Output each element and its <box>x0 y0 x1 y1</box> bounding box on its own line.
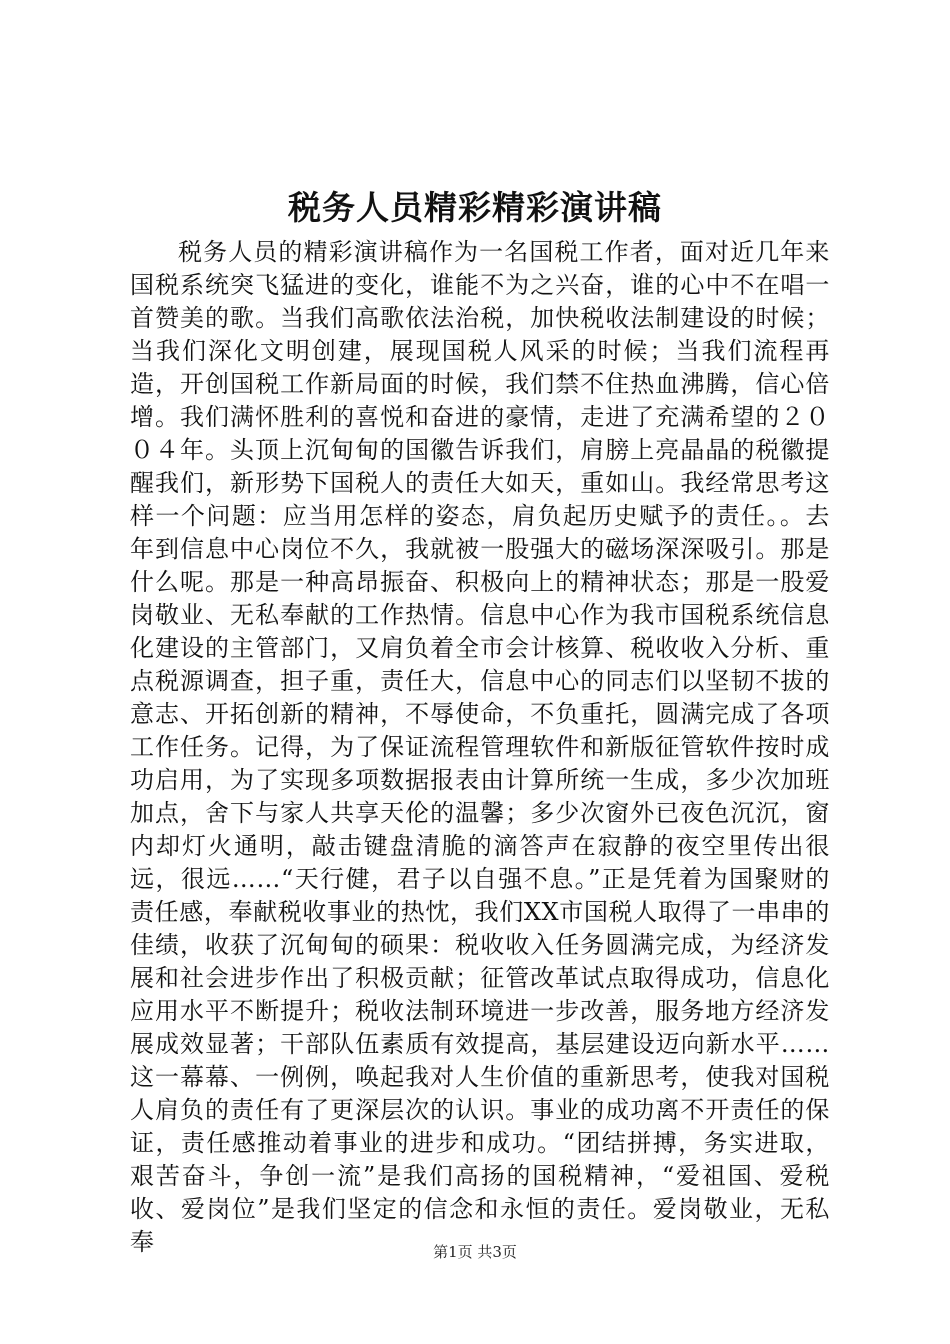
body-paragraph: 税务人员的精彩演讲稿作为一名国税工作者，面对近几年来国税系统突飞猛进的变化，谁能不为之兴奋，谁的心中不在唱一首赞美的歌。当我们高歌依法治税，加快税收法制建设的时候；当我们深化文明创建，展现国税人风采的时候；当我们流程再造，开创国税工作新局面的时候，我们禁不住热血沸腾，信心倍增。我们满怀胜利的喜悦和奋进的豪情，走进了充满希望的２００４年。头顶上沉甸甸的国徽告诉我们，肩膀上亮晶晶的税徽提醒我们，新形势下国税人的责任大如天，重如山。我经常思考这样一个问题：应当用怎样的姿态，肩负起历史赋予的责任。。去年到信息中心岗位不久，我就被一股强大的磁场深深吸引。那是什么呢。那是一种高昂振奋、积极向上的精神状态；那是一股爱岗敬业、无私奉献的工作热情。信息中心作为我市国税系统信息化建设的主管部门，又肩负着全市会计核算、税收收入分析、重点税源调查，担子重，责任大，信息中心的同志们以坚韧不拔的意志、开拓创新的精神，不辱使命，不负重托，圆满完成了各项工作任务。记得，为了保证流程管理软件和新版征管软件按时成功启用，为了实现多项数据报表由计算所统一生成，多少次加班加点，舍下与家人共享天伦的温馨；多少次窗外已夜色沉沉，窗内却灯火通明，敲击键盘清脆的滴答声在寂静的夜空里传出很远，很远……“天行健，君子以自强不息。”正是凭着为国聚财的责任感，奉献税收事业的热忱，我们XX市国税人取得了一串串的佳绩，收获了沉甸甸的硕果：税收收入任务圆满完成，为经济发展和社会进步作出了积极贡献；征管改革试点取得成功，信息化应用水平不断提升；税收法制环境进一步改善，服务地方经济发展成效显著；干部队伍素质有效提高，基层建设迈向新水平……这一幕幕、一例例，唤起我对人生价值的重新思考，使我对国税人肩负的责任有了更深层次的认识。事业的成功离不开责任的保证，责任感推动着事业的进步和成功。“团结拼搏，务实进取，艰苦奋斗，争创一流”是我们高扬的国税精神，“爱祖国、爱税收、爱岗位”是我们坚定的信念和永恒的责任。爱岗敬业，无私奉 <box>130 238 830 1256</box>
document-title: 税务人员精彩精彩演讲稿 <box>288 188 662 227</box>
page-footer: 第1页 共3页 <box>433 1243 517 1261</box>
